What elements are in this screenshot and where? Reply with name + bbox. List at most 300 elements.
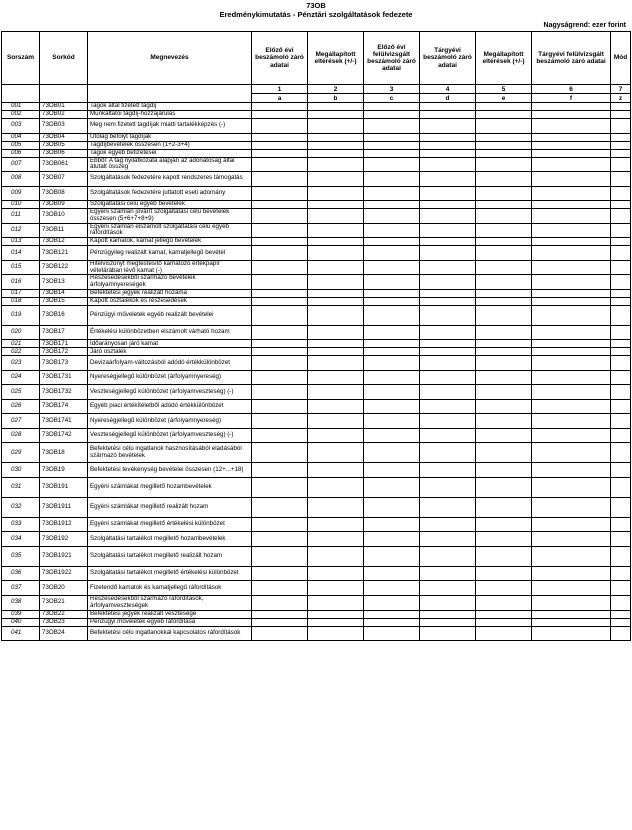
value-cell-2[interactable] [308, 223, 364, 238]
value-cell-5[interactable] [476, 517, 532, 532]
value-cell-6[interactable] [532, 340, 611, 348]
value-cell-4[interactable] [420, 223, 476, 238]
value-cell-4[interactable] [420, 275, 476, 290]
value-cell-4[interactable] [420, 566, 476, 581]
value-cell-6[interactable] [532, 275, 611, 290]
value-cell-6[interactable] [532, 157, 611, 172]
value-cell-2[interactable] [308, 399, 364, 414]
value-cell-7[interactable] [611, 305, 631, 325]
value-cell-6[interactable] [532, 348, 611, 356]
value-cell-1[interactable] [252, 119, 308, 134]
value-cell-5[interactable] [476, 297, 532, 305]
value-cell-4[interactable] [420, 517, 476, 532]
value-cell-6[interactable] [532, 581, 611, 596]
value-cell-5[interactable] [476, 157, 532, 172]
blank-cell [2, 85, 40, 103]
value-cell-6[interactable] [532, 238, 611, 246]
value-cell-1[interactable] [252, 428, 308, 443]
value-cell-7[interactable] [611, 260, 631, 275]
value-cell-3[interactable] [364, 626, 420, 641]
value-cell-4[interactable] [420, 414, 476, 429]
value-cell-1[interactable] [252, 325, 308, 340]
value-cell-7[interactable] [611, 532, 631, 547]
row-megnevezes: Pénzügyi műveletek egyéb realizált bevételei [88, 305, 252, 325]
value-cell-5[interactable] [476, 149, 532, 157]
value-cell-2[interactable] [308, 532, 364, 547]
value-cell-6[interactable] [532, 443, 611, 463]
value-cell-1[interactable] [252, 149, 308, 157]
value-cell-5[interactable] [476, 305, 532, 325]
value-cell-3[interactable] [364, 340, 420, 348]
value-cell-2[interactable] [308, 566, 364, 581]
value-cell-3[interactable] [364, 260, 420, 275]
value-cell-3[interactable] [364, 610, 420, 618]
value-cell-6[interactable] [532, 626, 611, 641]
value-cell-5[interactable] [476, 414, 532, 429]
value-cell-6[interactable] [532, 186, 611, 201]
value-cell-5[interactable] [476, 566, 532, 581]
value-cell-7[interactable] [611, 246, 631, 261]
value-cell-3[interactable] [364, 428, 420, 443]
value-cell-3[interactable] [364, 348, 420, 356]
value-cell-6[interactable] [532, 477, 611, 497]
value-cell-3[interactable] [364, 275, 420, 290]
value-cell-6[interactable] [532, 305, 611, 325]
value-cell-6[interactable] [532, 172, 611, 187]
value-cell-2[interactable] [308, 414, 364, 429]
value-cell-2[interactable] [308, 119, 364, 134]
value-cell-4[interactable] [420, 340, 476, 348]
value-cell-1[interactable] [252, 399, 308, 414]
value-cell-3[interactable] [364, 297, 420, 305]
value-cell-7[interactable] [611, 414, 631, 429]
value-cell-2[interactable] [308, 385, 364, 400]
value-cell-5[interactable] [476, 581, 532, 596]
value-cell-6[interactable] [532, 149, 611, 157]
table-row [2, 385, 631, 400]
value-cell-3[interactable] [364, 566, 420, 581]
value-cell-7[interactable] [611, 348, 631, 356]
value-cell-5[interactable] [476, 356, 532, 371]
row-megnevezes: Szolgáltatások fedezetére kapott rendszeres támogatás [88, 172, 252, 187]
value-cell-3[interactable] [364, 399, 420, 414]
value-cell-4[interactable] [420, 532, 476, 547]
value-cell-7[interactable] [611, 201, 631, 209]
value-cell-5[interactable] [476, 238, 532, 246]
value-cell-7[interactable] [611, 477, 631, 497]
value-cell-1[interactable] [252, 201, 308, 209]
value-cell-3[interactable] [364, 385, 420, 400]
value-cell-1[interactable] [252, 297, 308, 305]
value-cell-7[interactable] [611, 223, 631, 238]
value-cell-5[interactable] [476, 325, 532, 340]
value-cell-5[interactable] [476, 133, 532, 141]
value-cell-7[interactable] [611, 186, 631, 201]
value-cell-3[interactable] [364, 370, 420, 385]
value-cell-6[interactable] [532, 201, 611, 209]
value-cell-6[interactable] [532, 385, 611, 400]
value-cell-6[interactable] [532, 414, 611, 429]
value-cell-6[interactable] [532, 103, 611, 111]
value-cell-7[interactable] [611, 463, 631, 478]
value-cell-7[interactable] [611, 428, 631, 443]
value-cell-3[interactable] [364, 477, 420, 497]
value-cell-1[interactable] [252, 340, 308, 348]
value-cell-6[interactable] [532, 209, 611, 224]
table-row [2, 626, 631, 641]
value-cell-1[interactable] [252, 209, 308, 224]
value-cell-6[interactable] [532, 356, 611, 371]
value-cell-4[interactable] [420, 443, 476, 463]
value-cell-2[interactable] [308, 133, 364, 141]
value-cell-5[interactable] [476, 260, 532, 275]
value-cell-4[interactable] [420, 325, 476, 340]
value-cell-3[interactable] [364, 172, 420, 187]
value-cell-4[interactable] [420, 477, 476, 497]
value-cell-7[interactable] [611, 119, 631, 134]
value-cell-1[interactable] [252, 610, 308, 618]
value-cell-2[interactable] [308, 325, 364, 340]
value-cell-6[interactable] [532, 532, 611, 547]
value-cell-7[interactable] [611, 157, 631, 172]
value-cell-2[interactable] [308, 141, 364, 149]
value-cell-4[interactable] [420, 626, 476, 641]
value-cell-7[interactable] [611, 566, 631, 581]
value-cell-4[interactable] [420, 581, 476, 596]
value-cell-6[interactable] [532, 610, 611, 618]
value-cell-6[interactable] [532, 325, 611, 340]
col-number: 5 [476, 85, 532, 94]
value-cell-3[interactable] [364, 223, 420, 238]
value-cell-4[interactable] [420, 111, 476, 119]
value-cell-5[interactable] [476, 111, 532, 119]
value-cell-7[interactable] [611, 103, 631, 111]
value-cell-6[interactable] [532, 246, 611, 261]
value-cell-3[interactable] [364, 119, 420, 134]
value-cell-4[interactable] [420, 546, 476, 566]
value-cell-3[interactable] [364, 141, 420, 149]
value-cell-6[interactable] [532, 260, 611, 275]
value-cell-4[interactable] [420, 238, 476, 246]
value-cell-1[interactable] [252, 157, 308, 172]
value-cell-3[interactable] [364, 157, 420, 172]
value-cell-7[interactable] [611, 133, 631, 141]
value-cell-1[interactable] [252, 186, 308, 201]
value-cell-4[interactable] [420, 305, 476, 325]
value-cell-4[interactable] [420, 141, 476, 149]
value-cell-3[interactable] [364, 149, 420, 157]
value-cell-5[interactable] [476, 370, 532, 385]
value-cell-1[interactable] [252, 443, 308, 463]
value-cell-2[interactable] [308, 428, 364, 443]
value-cell-6[interactable] [532, 463, 611, 478]
value-cell-1[interactable] [252, 275, 308, 290]
value-cell-5[interactable] [476, 289, 532, 297]
value-cell-3[interactable] [364, 532, 420, 547]
value-cell-3[interactable] [364, 103, 420, 111]
value-cell-5[interactable] [476, 172, 532, 187]
value-cell-4[interactable] [420, 133, 476, 141]
value-cell-5[interactable] [476, 463, 532, 478]
value-cell-7[interactable] [611, 581, 631, 596]
value-cell-1[interactable] [252, 223, 308, 238]
value-cell-5[interactable] [476, 497, 532, 517]
value-cell-5[interactable] [476, 443, 532, 463]
value-cell-6[interactable] [532, 566, 611, 581]
value-cell-2[interactable] [308, 581, 364, 596]
value-cell-7[interactable] [611, 172, 631, 187]
value-cell-5[interactable] [476, 626, 532, 641]
value-cell-6[interactable] [532, 297, 611, 305]
value-cell-1[interactable] [252, 370, 308, 385]
value-cell-7[interactable] [611, 149, 631, 157]
value-cell-7[interactable] [611, 385, 631, 400]
value-cell-2[interactable] [308, 340, 364, 348]
value-cell-5[interactable] [476, 119, 532, 134]
value-cell-2[interactable] [308, 209, 364, 224]
value-cell-7[interactable] [611, 356, 631, 371]
value-cell-4[interactable] [420, 618, 476, 626]
value-cell-4[interactable] [420, 463, 476, 478]
value-cell-1[interactable] [252, 595, 308, 610]
value-cell-7[interactable] [611, 209, 631, 224]
value-cell-6[interactable] [532, 399, 611, 414]
value-cell-7[interactable] [611, 399, 631, 414]
value-cell-1[interactable] [252, 348, 308, 356]
value-cell-5[interactable] [476, 186, 532, 201]
value-cell-4[interactable] [420, 149, 476, 157]
value-cell-5[interactable] [476, 141, 532, 149]
value-cell-7[interactable] [611, 610, 631, 618]
value-cell-6[interactable] [532, 546, 611, 566]
value-cell-2[interactable] [308, 246, 364, 261]
value-cell-2[interactable] [308, 157, 364, 172]
value-cell-4[interactable] [420, 246, 476, 261]
value-cell-2[interactable] [308, 186, 364, 201]
value-cell-7[interactable] [611, 443, 631, 463]
value-cell-1[interactable] [252, 289, 308, 297]
value-cell-1[interactable] [252, 141, 308, 149]
value-cell-1[interactable] [252, 581, 308, 596]
value-cell-5[interactable] [476, 209, 532, 224]
value-cell-7[interactable] [611, 546, 631, 566]
value-cell-1[interactable] [252, 546, 308, 566]
col-header-7: Mód [611, 32, 631, 85]
value-cell-7[interactable] [611, 626, 631, 641]
value-cell-3[interactable] [364, 246, 420, 261]
value-cell-3[interactable] [364, 517, 420, 532]
value-cell-2[interactable] [308, 546, 364, 566]
value-cell-3[interactable] [364, 414, 420, 429]
value-cell-4[interactable] [420, 297, 476, 305]
value-cell-2[interactable] [308, 172, 364, 187]
row-megnevezes: Devizaárfolyam-változásból adódó értékkülönbözet [88, 356, 252, 371]
value-cell-4[interactable] [420, 157, 476, 172]
value-cell-7[interactable] [611, 111, 631, 119]
value-cell-4[interactable] [420, 119, 476, 134]
value-cell-5[interactable] [476, 223, 532, 238]
value-cell-4[interactable] [420, 289, 476, 297]
value-cell-7[interactable] [611, 497, 631, 517]
value-cell-1[interactable] [252, 260, 308, 275]
value-cell-6[interactable] [532, 289, 611, 297]
value-cell-2[interactable] [308, 477, 364, 497]
value-cell-7[interactable] [611, 618, 631, 626]
value-cell-2[interactable] [308, 289, 364, 297]
value-cell-7[interactable] [611, 141, 631, 149]
value-cell-2[interactable] [308, 370, 364, 385]
value-cell-3[interactable] [364, 497, 420, 517]
value-cell-1[interactable] [252, 517, 308, 532]
value-cell-1[interactable] [252, 103, 308, 111]
value-cell-2[interactable] [308, 275, 364, 290]
value-cell-1[interactable] [252, 111, 308, 119]
value-cell-1[interactable] [252, 133, 308, 141]
value-cell-2[interactable] [308, 610, 364, 618]
value-cell-2[interactable] [308, 149, 364, 157]
value-cell-1[interactable] [252, 172, 308, 187]
value-cell-2[interactable] [308, 305, 364, 325]
value-cell-2[interactable] [308, 443, 364, 463]
value-cell-6[interactable] [532, 428, 611, 443]
row-sorkod: 73OB05 [40, 141, 88, 149]
value-cell-2[interactable] [308, 517, 364, 532]
value-cell-3[interactable] [364, 325, 420, 340]
value-cell-7[interactable] [611, 370, 631, 385]
row-sorszam: 008 [2, 172, 40, 187]
value-cell-5[interactable] [476, 246, 532, 261]
value-cell-6[interactable] [532, 595, 611, 610]
value-cell-7[interactable] [611, 289, 631, 297]
value-cell-4[interactable] [420, 610, 476, 618]
value-cell-3[interactable] [364, 443, 420, 463]
value-cell-6[interactable] [532, 223, 611, 238]
value-cell-4[interactable] [420, 428, 476, 443]
value-cell-4[interactable] [420, 260, 476, 275]
value-cell-3[interactable] [364, 289, 420, 297]
value-cell-4[interactable] [420, 209, 476, 224]
value-cell-5[interactable] [476, 546, 532, 566]
value-cell-5[interactable] [476, 595, 532, 610]
value-cell-3[interactable] [364, 209, 420, 224]
value-cell-3[interactable] [364, 356, 420, 371]
value-cell-4[interactable] [420, 399, 476, 414]
value-cell-6[interactable] [532, 119, 611, 134]
value-cell-3[interactable] [364, 305, 420, 325]
value-cell-2[interactable] [308, 356, 364, 371]
value-cell-5[interactable] [476, 348, 532, 356]
value-cell-2[interactable] [308, 238, 364, 246]
value-cell-1[interactable] [252, 305, 308, 325]
value-cell-4[interactable] [420, 497, 476, 517]
value-cell-6[interactable] [532, 111, 611, 119]
value-cell-1[interactable] [252, 238, 308, 246]
value-cell-7[interactable] [611, 297, 631, 305]
value-cell-2[interactable] [308, 497, 364, 517]
value-cell-4[interactable] [420, 201, 476, 209]
value-cell-2[interactable] [308, 348, 364, 356]
value-cell-5[interactable] [476, 201, 532, 209]
value-cell-5[interactable] [476, 618, 532, 626]
value-cell-1[interactable] [252, 414, 308, 429]
value-cell-6[interactable] [532, 618, 611, 626]
value-cell-7[interactable] [611, 517, 631, 532]
value-cell-6[interactable] [532, 517, 611, 532]
value-cell-4[interactable] [420, 595, 476, 610]
value-cell-3[interactable] [364, 238, 420, 246]
value-cell-7[interactable] [611, 238, 631, 246]
value-cell-5[interactable] [476, 340, 532, 348]
value-cell-6[interactable] [532, 370, 611, 385]
value-cell-6[interactable] [532, 497, 611, 517]
value-cell-5[interactable] [476, 610, 532, 618]
value-cell-2[interactable] [308, 111, 364, 119]
value-cell-5[interactable] [476, 103, 532, 111]
value-cell-3[interactable] [364, 581, 420, 596]
value-cell-2[interactable] [308, 297, 364, 305]
value-cell-1[interactable] [252, 497, 308, 517]
value-cell-1[interactable] [252, 463, 308, 478]
value-cell-3[interactable] [364, 133, 420, 141]
value-cell-3[interactable] [364, 186, 420, 201]
row-sorszam: 010 [2, 201, 40, 209]
value-cell-5[interactable] [476, 532, 532, 547]
value-cell-4[interactable] [420, 356, 476, 371]
value-cell-3[interactable] [364, 463, 420, 478]
value-cell-5[interactable] [476, 428, 532, 443]
value-cell-1[interactable] [252, 477, 308, 497]
value-cell-4[interactable] [420, 370, 476, 385]
value-cell-2[interactable] [308, 103, 364, 111]
table-row [2, 149, 631, 157]
row-sorkod: 73OB1742 [40, 428, 88, 443]
value-cell-7[interactable] [611, 340, 631, 348]
value-cell-2[interactable] [308, 626, 364, 641]
value-cell-1[interactable] [252, 246, 308, 261]
value-cell-3[interactable] [364, 111, 420, 119]
value-cell-3[interactable] [364, 595, 420, 610]
value-cell-7[interactable] [611, 325, 631, 340]
value-cell-5[interactable] [476, 275, 532, 290]
value-cell-3[interactable] [364, 201, 420, 209]
value-cell-5[interactable] [476, 399, 532, 414]
value-cell-1[interactable] [252, 532, 308, 547]
value-cell-2[interactable] [308, 618, 364, 626]
value-cell-4[interactable] [420, 348, 476, 356]
value-cell-3[interactable] [364, 546, 420, 566]
value-cell-2[interactable] [308, 260, 364, 275]
value-cell-2[interactable] [308, 201, 364, 209]
value-cell-4[interactable] [420, 172, 476, 187]
value-cell-1[interactable] [252, 385, 308, 400]
value-cell-6[interactable] [532, 141, 611, 149]
value-cell-1[interactable] [252, 566, 308, 581]
value-cell-5[interactable] [476, 385, 532, 400]
value-cell-3[interactable] [364, 618, 420, 626]
value-cell-6[interactable] [532, 133, 611, 141]
value-cell-2[interactable] [308, 463, 364, 478]
value-cell-7[interactable] [611, 595, 631, 610]
value-cell-7[interactable] [611, 275, 631, 290]
value-cell-4[interactable] [420, 385, 476, 400]
value-cell-5[interactable] [476, 477, 532, 497]
value-cell-4[interactable] [420, 186, 476, 201]
value-cell-1[interactable] [252, 626, 308, 641]
value-cell-2[interactable] [308, 595, 364, 610]
value-cell-1[interactable] [252, 618, 308, 626]
value-cell-1[interactable] [252, 356, 308, 371]
value-cell-4[interactable] [420, 103, 476, 111]
